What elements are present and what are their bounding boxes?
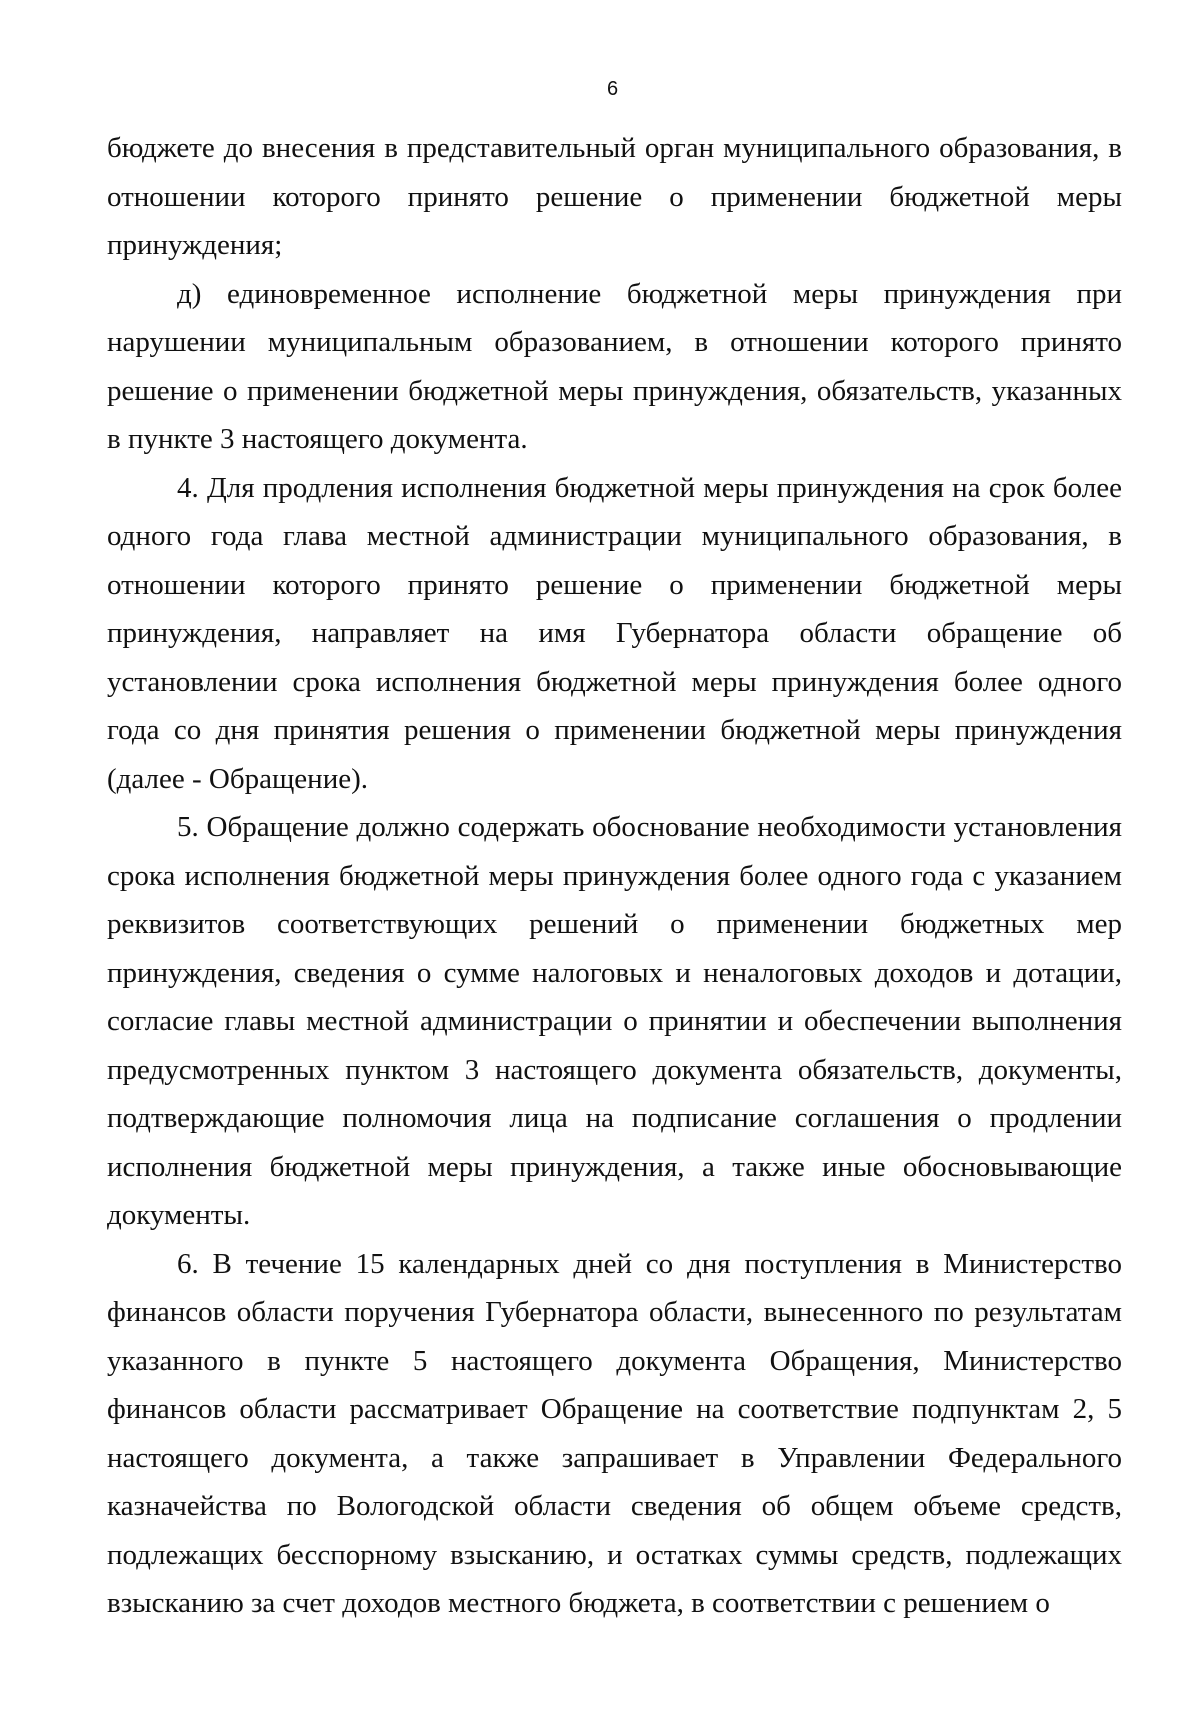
paragraph-continuation: бюджете до внесения в представительный орган муниципального образования, в отношении которого принято решение о применении бюджетной меры принуждения; [107, 132, 1122, 261]
paragraph-item-4: 4. Для продления исполнения бюджетной меры принуждения на срок более одного года глава местной администрации муниципального образования, в отношении которого принято решение о применении бюджетной меры принуждения, направляет на имя Губернатора области обращение об установлении срока исполнения бюджетной меры принуждения более одного года со дня принятия решения о применении бюджетной меры принуждения (далее - Обращение). [107, 471, 1122, 795]
paragraph-subitem-d: д) единовременное исполнение бюджетной меры принуждения при нарушении муниципальным образованием, в отношении которого принято решение о применении бюджетной меры принуждения, обязательств, указанных в пункте 3 настоящего документа. [107, 277, 1122, 455]
page-number: 6 [606, 78, 619, 100]
paragraph-item-6: 6. В течение 15 календарных дней со дня поступления в Министерство финансов области поручения Губернатора области, вынесенного по результатам указанного в пункте 5 настоящего документа Обращения, Министерство финансов области рассматривает Обращение на соответствие подпунктам 2, 5 настоящего документа, а также запрашивает в Управлении Федерального казначейства по Вологодской области сведения об общем объеме средств, подлежащих бесспорному взысканию, и остатках суммы средств, подлежащих взысканию за счет доходов местного бюджета, в соответствии с решением о [107, 1247, 1122, 1619]
document-body [107, 124, 1122, 1628]
paragraph-item-5: 5. Обращение должно содержать обоснование необходимости установления срока исполнения бюджетной меры принуждения более одного года с указанием реквизитов соответствующих решений о применении бюджетных мер принуждения, сведения о сумме налоговых и неналоговых доходов и дотации, согласие главы местной администрации о принятии и обеспечении выполнения предусмотренных пунктом 3 настоящего документа обязательств, документы, подтверждающие полномочия лица на подписание соглашения о продлении исполнения бюджетной меры принуждения, а также иные обосновывающие документы. [107, 811, 1122, 1231]
